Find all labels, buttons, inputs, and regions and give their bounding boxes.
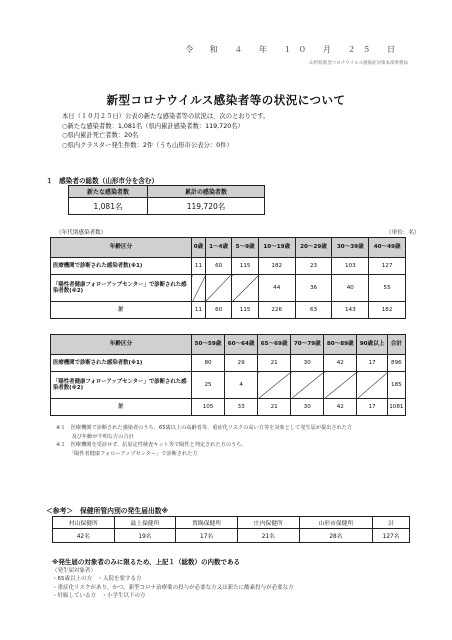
report-date: 令 和 ４ 年 １０ 月 ２５ 日 [185,45,402,54]
age-header: 90歳以上 [357,335,387,355]
new-cases-header: 新たな感染者数 [69,186,148,198]
note-1-cont: 及び年齢が不明な方の合計 [56,433,134,440]
office-count: 19名 [114,529,176,543]
age-header: 1～4歳 [205,238,231,258]
footnote-line: （発生届対象者） [52,567,97,574]
age-header: 10～19歳 [258,238,295,258]
table-cell: 60 [205,302,231,319]
table-cell-na [205,275,231,302]
row-label-total: 計 [51,399,192,416]
table-cell: 30 [291,399,324,416]
table-cell: 143 [332,302,369,319]
table-cell: 17 [357,355,387,372]
table-cell: 182 [369,302,406,319]
row-label-total: 計 [51,302,192,319]
office-count: 28名 [299,529,373,543]
table-cell: 127 [369,258,406,275]
row-label-followup: 「陽性者健康フォローアップセンター」で診断された感染者数(※2) [51,275,192,302]
office-header: 山形市保健所 [299,517,373,529]
footnote-line: ・重症化リスクがあり、かつ、新型コロナ治療薬の投与が必要な方又は新たに酸素投与が必要な方 [52,584,294,591]
health-office-table [52,516,410,543]
table-cell: 29 [225,355,258,372]
notes [56,424,352,458]
row-label-medical: 医療機関で診断された感染者数(※1) [51,258,192,275]
office-header: 村山保健所 [53,517,115,529]
table-cell: 21 [258,399,291,416]
table-cell: 55 [369,275,406,302]
table-cell: 21 [258,355,291,372]
office-count: 17名 [176,529,238,543]
intro-line-1: 本日（１０月２５日）公表の新たな感染者等の状況は、次のとおりです。 [62,113,270,120]
page-title: 新型コロナウイルス感染者等の状況について [106,93,346,107]
age-table-a [50,237,406,319]
table-cell: 60 [205,258,231,275]
table-cell-na [357,372,387,399]
table-cell: 42 [324,355,357,372]
office-header: 置賜保健所 [176,517,238,529]
intro-line-2: ○新たな感染者数：1,081名（県内累計感染者数：119,720名） [62,122,244,130]
table-cell: 182 [258,258,295,275]
office-header: 庄内保健所 [237,517,299,529]
table-cell-na [258,372,291,399]
office-count: 127名 [373,529,410,543]
table-cell-total: 1081 [387,399,405,416]
issuer-name: 山形県新型コロナウイルス感染症対策本部事務局 [309,61,408,66]
age-table-b [50,334,406,416]
note-1: ※１ 医療機関で診断された感染者のうち、65歳以上の高齢者等、重症化リスクの高い方等を対象として発生届が提出された方 [56,425,353,431]
table-cell: 63 [295,302,332,319]
cumulative-cases-value: 119,720名 [148,198,265,215]
note-2: ※２ 医療機関を受診せず、抗原定性検査キット等で陽性と判定された方のうち、 [56,442,247,448]
age-header: 5～9歳 [232,238,258,258]
footnote [52,558,294,601]
office-header: 最上保健所 [114,517,176,529]
total-header: 合計 [387,335,405,355]
intro-line-3: ○県内累計死亡者数：20名 [62,132,139,139]
age-header: 80～89歳 [324,335,357,355]
table-cell: 115 [232,258,258,275]
table-cell: 4 [225,372,258,399]
table-cell: 42 [324,399,357,416]
table-cell-na [324,372,357,399]
table-cell: 40 [332,275,369,302]
table-cell: 80 [192,355,225,372]
table-cell: 105 [192,399,225,416]
reference-heading: ＜参考＞ 保健所管内別の発生届出数※ [46,507,169,515]
office-count: 21名 [237,529,299,543]
age-header: 65～69歳 [258,335,291,355]
age-header: 0歳 [192,238,206,258]
table-cell: 44 [258,275,295,302]
age-header: 70～79歳 [291,335,324,355]
footnote-line: ・65歳以上の方 ・入院を要する方 [52,576,142,582]
table-cell: 11 [192,258,206,275]
table-cell: 17 [357,399,387,416]
table-cell: 30 [291,355,324,372]
row-label-followup: 「陽性者健康フォローアップセンター」で診断された感染者数(※2) [51,372,192,399]
footnote-main: ※発生届の対象者のみに限るため、上記１（総数）の内数である [52,558,241,566]
row-label-medical: 医療機関で診断された感染者数(※1) [51,355,192,372]
intro-summary [62,112,269,150]
cumulative-cases-header: 累計の感染者数 [148,186,265,198]
office-header: 計 [373,517,410,529]
table-cell: 36 [295,275,332,302]
note-2-cont: 「陽性者健康フォローアップセンター」で診断された方 [56,450,198,457]
table-cell-na [232,275,258,302]
new-cases-value: 1,081名 [69,198,148,215]
table-cell-na [291,372,324,399]
age-header: 20～29歳 [295,238,332,258]
age-header: 60～64歳 [225,335,258,355]
table-cell: 11 [192,302,206,319]
table-cell-total: 185 [387,372,405,399]
age-header: 30～39歳 [332,238,369,258]
table-cell: 23 [295,258,332,275]
section1-heading: １ 感染者の総数（山形市分を含む） [46,177,159,185]
intro-line-4: ○県内クラスター発生件数：2件（うち山形市公表分：0件） [62,141,233,149]
totals-table [68,185,265,215]
table-cell-total: 896 [387,355,405,372]
table-cell: 33 [225,399,258,416]
table-cell: 115 [232,302,258,319]
table-cell-na [192,275,206,302]
unit-label: （単位：名） [386,230,420,236]
age-section-label: （年代別感染者数） [56,230,107,236]
footnote-line: ・妊娠している方 ・小学生以下の方 [52,593,146,599]
age-header: 40～49歳 [369,238,406,258]
age-group-header: 年齢区分 [51,238,192,258]
age-group-header: 年齢区分 [51,335,192,355]
table-cell: 103 [332,258,369,275]
table-cell: 226 [258,302,295,319]
age-header: 50～59歳 [192,335,225,355]
office-count: 42名 [53,529,115,543]
table-cell: 25 [192,372,225,399]
